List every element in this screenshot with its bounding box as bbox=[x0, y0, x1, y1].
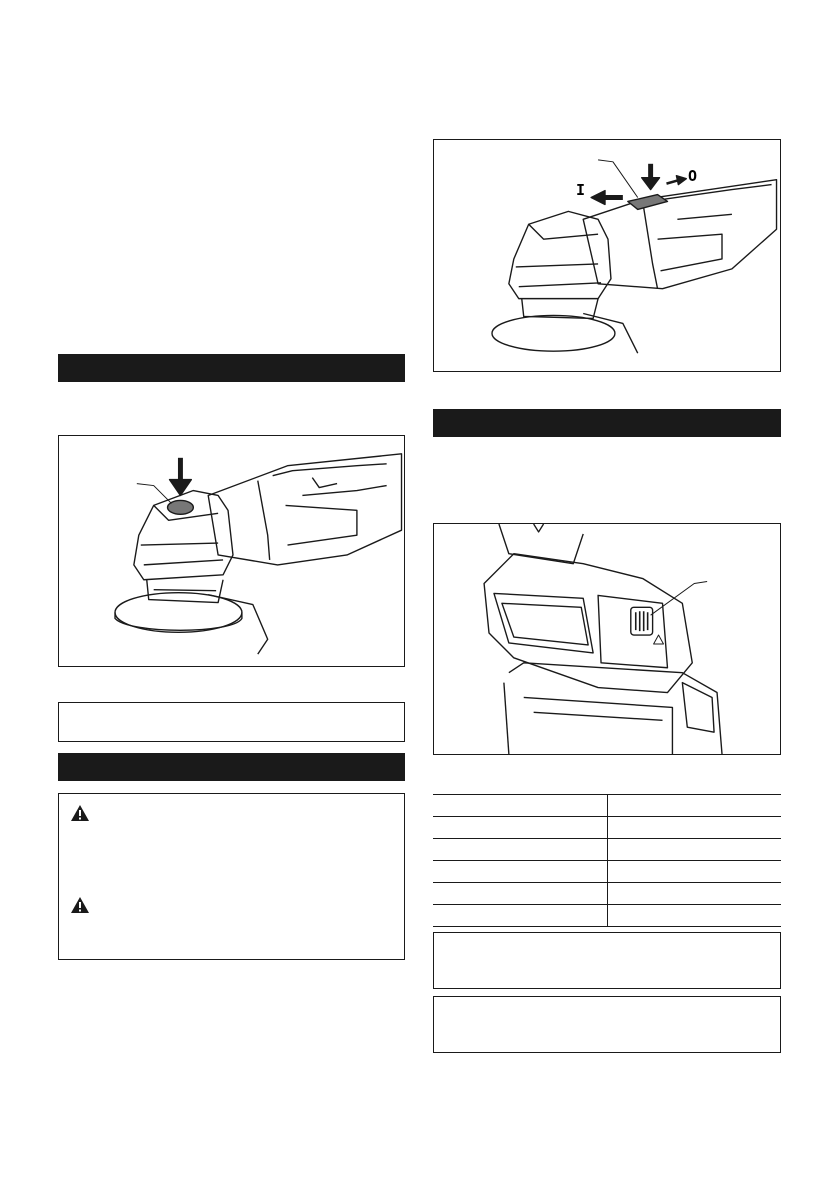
figure-spindle-lock bbox=[58, 435, 405, 667]
table-row bbox=[433, 883, 781, 905]
table-cell bbox=[608, 839, 782, 861]
table-cell bbox=[608, 905, 782, 927]
section-heading-bar bbox=[433, 409, 781, 437]
section-heading-bar bbox=[58, 753, 405, 781]
table-row bbox=[433, 839, 781, 861]
table-cell bbox=[608, 817, 782, 839]
warning-icon bbox=[70, 896, 90, 914]
table-cell bbox=[433, 883, 608, 905]
note-box bbox=[433, 996, 781, 1053]
grinder-switch-illustration bbox=[434, 140, 780, 371]
table-row bbox=[433, 861, 781, 883]
table-cell bbox=[608, 883, 782, 905]
table-cell bbox=[433, 861, 608, 883]
table-cell bbox=[433, 817, 608, 839]
table-row bbox=[433, 905, 781, 927]
spec-table bbox=[433, 794, 781, 927]
off-symbol: O bbox=[688, 167, 698, 185]
on-symbol: I bbox=[576, 181, 586, 199]
section-heading-bar bbox=[58, 354, 405, 382]
figure-speed-dial bbox=[433, 523, 781, 755]
table-cell bbox=[433, 795, 608, 817]
table-cell bbox=[433, 839, 608, 861]
dial-illustration bbox=[434, 524, 780, 754]
warning-icon bbox=[70, 804, 90, 822]
note-box bbox=[433, 932, 781, 989]
table-cell bbox=[433, 905, 608, 927]
grinder-illustration bbox=[59, 436, 404, 666]
table-row bbox=[433, 817, 781, 839]
note-box bbox=[58, 702, 405, 742]
table-cell bbox=[608, 795, 782, 817]
warning-box bbox=[58, 793, 405, 960]
table-row bbox=[433, 795, 781, 817]
table-cell bbox=[608, 861, 782, 883]
figure-slide-switch bbox=[433, 139, 781, 372]
